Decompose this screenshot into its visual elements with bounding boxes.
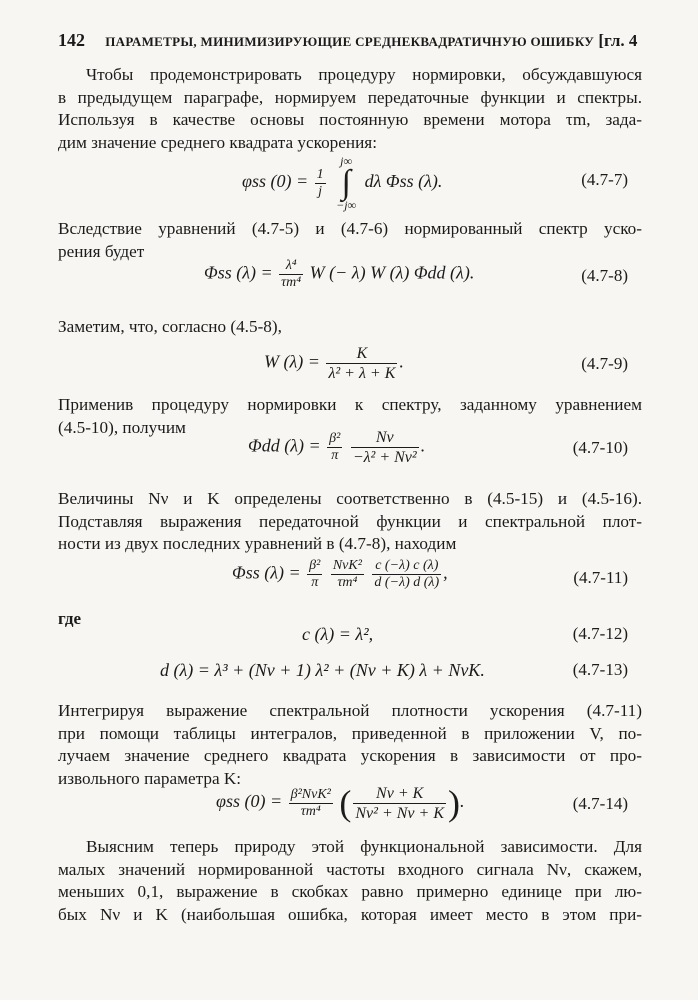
text-line: меньших 0,1, выражение в скобках равно примерно единице при лю- — [58, 882, 642, 901]
equation-number: (4.7-14) — [572, 794, 628, 813]
paragraph-analysis — [58, 836, 642, 926]
fraction-numerator: K — [326, 344, 397, 364]
where-label: где — [58, 609, 82, 628]
fraction-denominator: π — [331, 448, 339, 463]
equation-4-7-11 — [58, 558, 642, 598]
paragraph-integration — [58, 700, 642, 790]
text-line: дим значение среднего квадрата ускорения: — [58, 132, 377, 152]
left-parenthesis: ( — [339, 783, 352, 823]
equation-lhs: Φss (λ) = — [232, 562, 301, 583]
equation-number: (4.7-7) — [581, 170, 628, 189]
text-line: Заметим, что, согласно (4.5-8), — [58, 317, 282, 336]
equation-rhs: dλ Φss (λ). — [364, 171, 443, 192]
fraction-denominator: d (−λ) d (λ) — [374, 575, 440, 590]
integral-upper-limit: j∞ — [340, 154, 353, 168]
text-line: Подставляя выражения передаточной функции и спектральной плот- — [58, 511, 642, 531]
equation-4-7-8 — [58, 258, 642, 298]
fraction-denominator: τm⁴ — [337, 575, 358, 590]
equation-rhs: . — [399, 351, 404, 372]
text-line: Используя в качестве основы постоянную времени мотора τm, зада- — [58, 110, 642, 129]
fraction-denominator: j — [318, 183, 323, 199]
equation-number: (4.7-10) — [572, 438, 628, 457]
text-line: Выясним теперь природу этой функциональной зависимости. Для — [86, 837, 642, 856]
equation-4-7-7 — [58, 148, 642, 212]
fraction-numerator: NνK² — [332, 558, 362, 573]
fraction-numerator: Nν — [351, 428, 419, 448]
fraction-denominator: τm⁴ — [281, 275, 302, 290]
equation-lhs: W (λ) = — [264, 351, 320, 372]
integral-lower-limit: −j∞ — [336, 198, 357, 212]
text-line: извольного параметра K: — [58, 768, 242, 788]
equation-body: c (λ) = λ², — [302, 624, 374, 644]
equation-rhs: W (− λ) W (λ) Φdd (λ). — [309, 262, 475, 283]
paragraph-spectrum — [58, 218, 642, 263]
right-parenthesis: ) — [447, 783, 460, 823]
fraction-denominator: λ² + λ + K — [328, 365, 396, 382]
paragraph-substitution — [58, 488, 642, 556]
text-line: Вследствие уравнений (4.7-5) и (4.7-6) нормированный спектр уско- — [58, 219, 642, 238]
fraction-numerator: β² — [329, 431, 341, 446]
equation-number: (4.7-9) — [581, 354, 628, 373]
equation-4-7-13 — [58, 660, 642, 686]
text-line: при помощи таблицы интегралов, приведенной в приложении V, по- — [58, 723, 642, 743]
fraction-denominator: π — [311, 575, 319, 590]
paragraph-intro — [58, 64, 642, 154]
equation-rhs: , — [443, 562, 448, 583]
equation-lhs: φss (0) = — [216, 791, 283, 812]
fraction-numerator: λ⁴ — [279, 258, 303, 275]
paragraph-note — [58, 316, 642, 339]
text-line: Чтобы продемонстрировать процедуру нормировки, обсуждавшуюся — [86, 65, 642, 84]
running-title: ПАРАМЕТРЫ, МИНИМИЗИРУЮЩИЕ СРЕДНЕКВАДРАТИЧНУЮ ОШИБКУ — [105, 34, 595, 49]
text-line: малых значений нормированной частоты входного сигнала Nν, скажем, — [58, 859, 642, 879]
integral-sign: j∞ ∫ −j∞ — [336, 154, 357, 212]
text-line: Применив процедуру нормировки к спектру, заданному уравнением — [58, 395, 642, 414]
equation-lhs: Φdd (λ) = — [248, 435, 321, 456]
equation-rhs: . — [459, 791, 465, 812]
equation-number: (4.7-13) — [572, 660, 628, 679]
text-line: Интегрируя выражение спектральной плотности ускорения (4.7-11) — [58, 701, 642, 720]
equation-number: (4.7-8) — [581, 266, 628, 285]
equation-4-7-14 — [58, 782, 642, 830]
page-header — [58, 30, 648, 51]
equation-number: (4.7-12) — [572, 624, 628, 643]
fraction-numerator: 1 — [316, 166, 324, 182]
text-line: в предыдущем параграфе, нормируем передаточные функции и спектры. — [58, 87, 642, 107]
text-line: ности из двух последних уравнений в (4.7-8), находим — [58, 534, 457, 553]
fraction-numerator: c (−λ) c (λ) — [372, 558, 441, 575]
equation-lhs: Φss (λ) = — [204, 262, 273, 283]
fraction-numerator: β² — [309, 558, 321, 573]
equation-4-7-10 — [58, 428, 642, 468]
equation-rhs: . — [420, 435, 426, 456]
equation-4-7-12 — [58, 624, 642, 650]
text-line: Величины Nν и K определены соответственно в (4.5-15) и (4.5-16). — [58, 489, 642, 508]
text-line: рения будет — [58, 241, 145, 261]
fraction-denominator: Nν² + Nν + K — [355, 804, 444, 822]
fraction-denominator: τm⁴ — [300, 803, 321, 819]
page-number: 142 — [58, 30, 85, 50]
equation-number: (4.7-11) — [573, 568, 628, 587]
text-line: лучаем значение среднего квадрата ускорения в зависимости от про- — [58, 746, 642, 765]
chapter-ref: [гл. 4 — [598, 31, 638, 50]
equation-body: d (λ) = λ³ + (Nν + 1) λ² + (Nν + K) λ + NνK. — [160, 660, 485, 680]
fraction-denominator: −λ² + Nν² — [352, 449, 417, 466]
equation-4-7-9 — [58, 344, 642, 384]
text-line: (4.5-10), получим — [58, 417, 186, 437]
equation-lhs: φss (0) = — [242, 171, 309, 192]
fraction-numerator: β²NνK² — [290, 786, 331, 802]
fraction-numerator: Nν + K — [353, 784, 446, 804]
text-line: бых Nν и K (наибольшая ошибка, которая имеет место в этом при- — [58, 904, 642, 924]
